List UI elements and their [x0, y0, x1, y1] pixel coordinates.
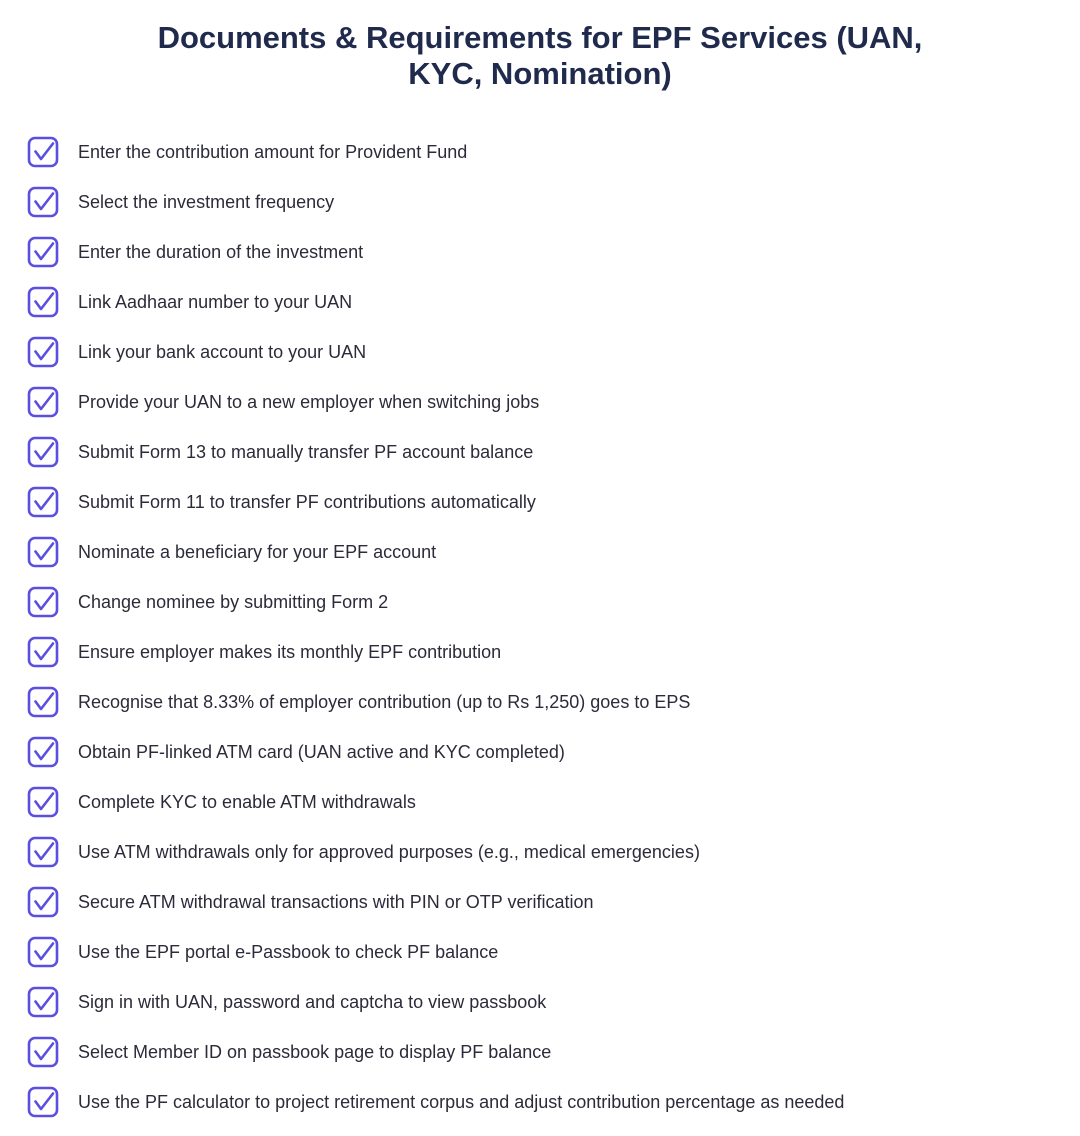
- checklist-item: [27, 327, 1067, 377]
- checked-checkbox-icon[interactable]: [27, 586, 59, 618]
- checklist-item-label: Ensure employer makes its monthly EPF contribution: [78, 642, 502, 662]
- checklist-item-label: Submit Form 13 to manually transfer PF account balance: [78, 442, 534, 462]
- checklist-item: [27, 677, 1067, 727]
- checked-checkbox-icon[interactable]: [27, 436, 59, 468]
- checklist-item-label: Provide your UAN to a new employer when switching jobs: [78, 392, 540, 412]
- checked-checkbox-icon[interactable]: [27, 336, 59, 368]
- checked-checkbox-icon[interactable]: [27, 836, 59, 868]
- checklist-item-label: Use ATM withdrawals only for approved purposes (e.g., medical emergencies): [78, 842, 700, 862]
- checklist-item: [27, 277, 1067, 327]
- checked-checkbox-icon[interactable]: [27, 936, 59, 968]
- checklist-item-label: Obtain PF-linked ATM card (UAN active and KYC completed): [78, 742, 565, 762]
- checklist-item-label: Link your bank account to your UAN: [78, 342, 367, 362]
- checklist-item: [27, 427, 1067, 477]
- checklist-item: [27, 777, 1067, 827]
- checklist-item-label: Link Aadhaar number to your UAN: [78, 292, 353, 312]
- checklist-item-label: Change nominee by submitting Form 2: [78, 592, 389, 612]
- checked-checkbox-icon[interactable]: [27, 486, 59, 518]
- checklist-item-label: Select Member ID on passbook page to display PF balance: [78, 1042, 552, 1062]
- checklist-item: [27, 877, 1067, 927]
- checked-checkbox-icon[interactable]: [27, 386, 59, 418]
- checklist-item-label: Enter the contribution amount for Provident Fund: [78, 142, 468, 162]
- checklist-item: [27, 527, 1067, 577]
- checklist-item: [27, 627, 1067, 677]
- checklist-item-label: Use the EPF portal e-Passbook to check PF balance: [78, 942, 499, 962]
- checklist-item: [27, 977, 1067, 1027]
- checklist-item: [27, 827, 1067, 877]
- checklist-item-label: Recognise that 8.33% of employer contribution (up to Rs 1,250) goes to EPS: [78, 692, 691, 712]
- checklist-item: [27, 577, 1067, 627]
- checked-checkbox-icon[interactable]: [27, 986, 59, 1018]
- checklist-item: [27, 927, 1067, 977]
- checklist-item-label: Submit Form 11 to transfer PF contributions automatically: [78, 492, 536, 512]
- checked-checkbox-icon[interactable]: [27, 286, 59, 318]
- checklist-item: [27, 127, 1067, 177]
- page-title: Documents & Requirements for EPF Services (UAN, KYC, Nomination): [157, 20, 923, 91]
- checklist-item: [27, 1077, 1067, 1127]
- checklist-item: [27, 1027, 1067, 1077]
- checklist-item-label: Enter the duration of the investment: [78, 242, 364, 262]
- checklist-item: [27, 227, 1067, 277]
- checklist-item-label: Secure ATM withdrawal transactions with PIN or OTP verification: [78, 892, 594, 912]
- checked-checkbox-icon[interactable]: [27, 736, 59, 768]
- checked-checkbox-icon[interactable]: [27, 186, 59, 218]
- checked-checkbox-icon[interactable]: [27, 686, 59, 718]
- checklist-item-label: Sign in with UAN, password and captcha to view passbook: [78, 992, 547, 1012]
- checked-checkbox-icon[interactable]: [27, 886, 59, 918]
- checklist-item: [27, 177, 1067, 227]
- checklist-item-label: Select the investment frequency: [78, 192, 335, 212]
- checklist-item: [27, 377, 1067, 427]
- checked-checkbox-icon[interactable]: [27, 1036, 59, 1068]
- checked-checkbox-icon[interactable]: [27, 536, 59, 568]
- requirements-checklist: [27, 127, 1067, 1127]
- checked-checkbox-icon[interactable]: [27, 636, 59, 668]
- checklist-item-label: Nominate a beneficiary for your EPF account: [78, 542, 437, 562]
- checklist-item: [27, 477, 1067, 527]
- checked-checkbox-icon[interactable]: [27, 136, 59, 168]
- checklist-item-label: Use the PF calculator to project retirement corpus and adjust contribution percentage as needed: [78, 1092, 845, 1112]
- checklist-item: [27, 727, 1067, 777]
- checked-checkbox-icon[interactable]: [27, 1086, 59, 1118]
- checklist-item-label: Complete KYC to enable ATM withdrawals: [78, 792, 416, 812]
- checked-checkbox-icon[interactable]: [27, 786, 59, 818]
- checked-checkbox-icon[interactable]: [27, 236, 59, 268]
